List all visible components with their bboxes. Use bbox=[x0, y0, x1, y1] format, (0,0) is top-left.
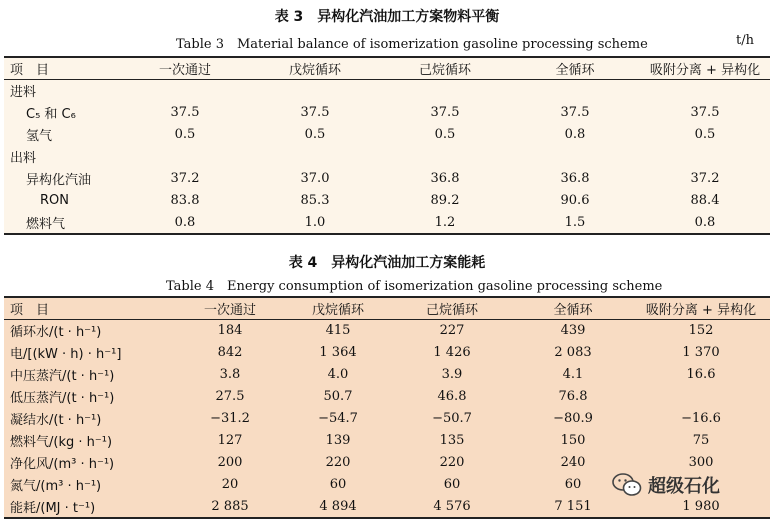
table-cell: −31.2 bbox=[210, 410, 250, 426]
row-label: 燃料气 bbox=[26, 216, 66, 232]
row-label: 低压蒸汽/(t · h⁻¹) bbox=[10, 390, 115, 406]
table3-bottom-rule bbox=[4, 233, 770, 235]
row-label: 异构化汽油 bbox=[26, 172, 92, 188]
table-cell: 2 885 bbox=[211, 498, 249, 514]
table-cell: 0.5 bbox=[434, 126, 456, 142]
row-label: RON bbox=[40, 192, 69, 208]
table-cell bbox=[510, 79, 640, 101]
table-row bbox=[4, 101, 770, 123]
watermark-text: 超级石化 bbox=[648, 476, 720, 497]
column-header: 吸附分离 + 异构化 bbox=[649, 63, 761, 78]
table-cell: 1 980 bbox=[682, 498, 720, 514]
table-cell: 37.5 bbox=[430, 104, 460, 120]
table-cell: 3.8 bbox=[219, 366, 241, 382]
table-cell: 50.7 bbox=[323, 388, 353, 404]
table-cell: 2 083 bbox=[554, 344, 592, 360]
table-cell bbox=[250, 79, 380, 101]
row-label: 出料 bbox=[10, 150, 37, 166]
table-row bbox=[4, 123, 770, 145]
table-row bbox=[4, 407, 770, 429]
column-header: 项 目 bbox=[10, 63, 50, 78]
table-cell: 37.5 bbox=[170, 104, 200, 120]
table-cell bbox=[632, 385, 770, 407]
table-cell: 75 bbox=[692, 432, 710, 448]
table-cell: 27.5 bbox=[215, 388, 245, 404]
row-label: 氢气 bbox=[26, 128, 53, 144]
row-label: 净化风/(m³ · h⁻¹) bbox=[10, 456, 115, 472]
row-label: 循环水/(t · h⁻¹) bbox=[10, 324, 102, 340]
table-row bbox=[4, 451, 770, 473]
column-header: 一次通过 bbox=[158, 63, 211, 78]
table-row bbox=[4, 79, 770, 101]
table-cell: 37.5 bbox=[560, 104, 590, 120]
column-header: 戊烷循环 bbox=[311, 303, 364, 318]
row-label: 电/[(kW · h) · h⁻¹] bbox=[10, 346, 122, 362]
table-cell: 3.9 bbox=[441, 366, 463, 382]
table-cell: −80.9 bbox=[553, 410, 593, 426]
table-cell: 4.1 bbox=[562, 366, 584, 382]
table-row bbox=[4, 145, 770, 167]
table-cell bbox=[640, 79, 770, 101]
table3-header-rule bbox=[4, 79, 770, 80]
table-row bbox=[4, 167, 770, 189]
column-header: 项 目 bbox=[10, 303, 50, 318]
table-cell: 439 bbox=[560, 322, 586, 338]
table-row bbox=[4, 385, 770, 407]
table-cell: 36.8 bbox=[560, 170, 590, 186]
table-cell: 0.8 bbox=[694, 214, 716, 230]
table-cell: 0.5 bbox=[304, 126, 326, 142]
table-row bbox=[4, 341, 770, 363]
wechat-icon bbox=[612, 472, 642, 498]
table-cell: 150 bbox=[560, 432, 586, 448]
table-cell: 1 364 bbox=[319, 344, 357, 360]
column-header: 戊烷循环 bbox=[288, 63, 341, 78]
table4-title-zh: 表 4 异构化汽油加工方案能耗 bbox=[288, 255, 486, 271]
table-cell: 4 894 bbox=[319, 498, 357, 514]
table-cell: 60 bbox=[564, 476, 582, 492]
table-cell: 7 151 bbox=[554, 498, 592, 514]
row-label: C₅ 和 C₆ bbox=[26, 106, 76, 122]
table-cell: 0.8 bbox=[564, 126, 586, 142]
column-header: 己烷循环 bbox=[418, 63, 471, 78]
watermark bbox=[612, 472, 720, 498]
column-header: 全循环 bbox=[555, 63, 595, 78]
table-cell: 36.8 bbox=[430, 170, 460, 186]
table-cell: 1.0 bbox=[304, 214, 326, 230]
table-cell: 240 bbox=[560, 454, 586, 470]
table-cell: 415 bbox=[325, 322, 351, 338]
table-cell: 0.5 bbox=[694, 126, 716, 142]
table-cell: 1 370 bbox=[682, 344, 720, 360]
table-cell: −54.7 bbox=[318, 410, 358, 426]
table-row bbox=[4, 211, 770, 233]
table-cell: 1 426 bbox=[433, 344, 471, 360]
table-cell: 37.2 bbox=[170, 170, 200, 186]
table-cell: 200 bbox=[217, 454, 243, 470]
table-row bbox=[4, 429, 770, 451]
table-cell bbox=[120, 145, 250, 167]
table3 bbox=[4, 58, 770, 233]
table-cell: 88.4 bbox=[690, 192, 720, 208]
table3-title-zh: 表 3 异构化汽油加工方案物料平衡 bbox=[274, 9, 500, 25]
table-cell: 37.0 bbox=[300, 170, 330, 186]
column-header: 全循环 bbox=[553, 303, 593, 318]
table-row bbox=[4, 319, 770, 341]
table3-header-row bbox=[4, 58, 770, 79]
table-cell: 135 bbox=[439, 432, 465, 448]
row-label: 氮气/(m³ · h⁻¹) bbox=[10, 478, 102, 494]
table-cell bbox=[640, 145, 770, 167]
table-cell: 46.8 bbox=[437, 388, 467, 404]
table-cell bbox=[120, 79, 250, 101]
table-cell: 139 bbox=[325, 432, 351, 448]
table-row bbox=[4, 363, 770, 385]
table-cell: 20 bbox=[221, 476, 239, 492]
table-cell: 127 bbox=[217, 432, 243, 448]
row-label: 中压蒸汽/(t · h⁻¹) bbox=[10, 368, 115, 384]
table-row bbox=[4, 495, 770, 517]
table-cell: 37.5 bbox=[300, 104, 330, 120]
table-cell: 4.0 bbox=[327, 366, 349, 382]
column-header: 己烷循环 bbox=[425, 303, 478, 318]
table-cell: 184 bbox=[217, 322, 243, 338]
table-cell: 220 bbox=[325, 454, 351, 470]
table4-header-rule bbox=[4, 319, 770, 320]
table-cell: 4 576 bbox=[433, 498, 471, 514]
table-cell: 16.6 bbox=[686, 366, 716, 382]
table-cell: 89.2 bbox=[430, 192, 460, 208]
table-cell: 0.8 bbox=[174, 214, 196, 230]
table4-title-en: Table 4 Energy consumption of isomerization gasoline processing scheme bbox=[166, 279, 663, 294]
row-label: 能耗/(MJ · t⁻¹) bbox=[10, 500, 96, 516]
row-label: 凝结水/(t · h⁻¹) bbox=[10, 412, 102, 428]
table-cell: 842 bbox=[217, 344, 243, 360]
table-cell: 83.8 bbox=[170, 192, 200, 208]
table-cell: 300 bbox=[688, 454, 714, 470]
table3-unit: t/h bbox=[736, 33, 754, 48]
table-cell: 220 bbox=[439, 454, 465, 470]
table-cell: 60 bbox=[443, 476, 461, 492]
column-header: 吸附分离 + 异构化 bbox=[645, 303, 757, 318]
table-cell: 76.8 bbox=[558, 388, 588, 404]
table-cell bbox=[250, 145, 380, 167]
row-label: 进料 bbox=[10, 84, 37, 100]
table-cell bbox=[380, 145, 510, 167]
table4-bottom-rule bbox=[4, 517, 770, 519]
table3-title-en: Table 3 Material balance of isomerization gasoline processing scheme bbox=[176, 37, 648, 52]
table-cell: 60 bbox=[329, 476, 347, 492]
table-cell: 90.6 bbox=[560, 192, 590, 208]
table-cell bbox=[380, 79, 510, 101]
table-row bbox=[4, 189, 770, 211]
column-header: 一次通过 bbox=[203, 303, 256, 318]
table-cell: 1.2 bbox=[434, 214, 456, 230]
table-cell: 1.5 bbox=[564, 214, 586, 230]
table-cell: 0.5 bbox=[174, 126, 196, 142]
table-cell: −16.6 bbox=[681, 410, 721, 426]
table-cell: 37.2 bbox=[690, 170, 720, 186]
table-cell: 152 bbox=[688, 322, 714, 338]
table4-header-row bbox=[4, 298, 770, 319]
row-label: 燃料气/(kg · h⁻¹) bbox=[10, 434, 113, 450]
table-cell: 227 bbox=[439, 322, 465, 338]
table-cell: 37.5 bbox=[690, 104, 720, 120]
table-cell: −50.7 bbox=[432, 410, 472, 426]
table-cell bbox=[510, 145, 640, 167]
table-cell: 85.3 bbox=[300, 192, 330, 208]
